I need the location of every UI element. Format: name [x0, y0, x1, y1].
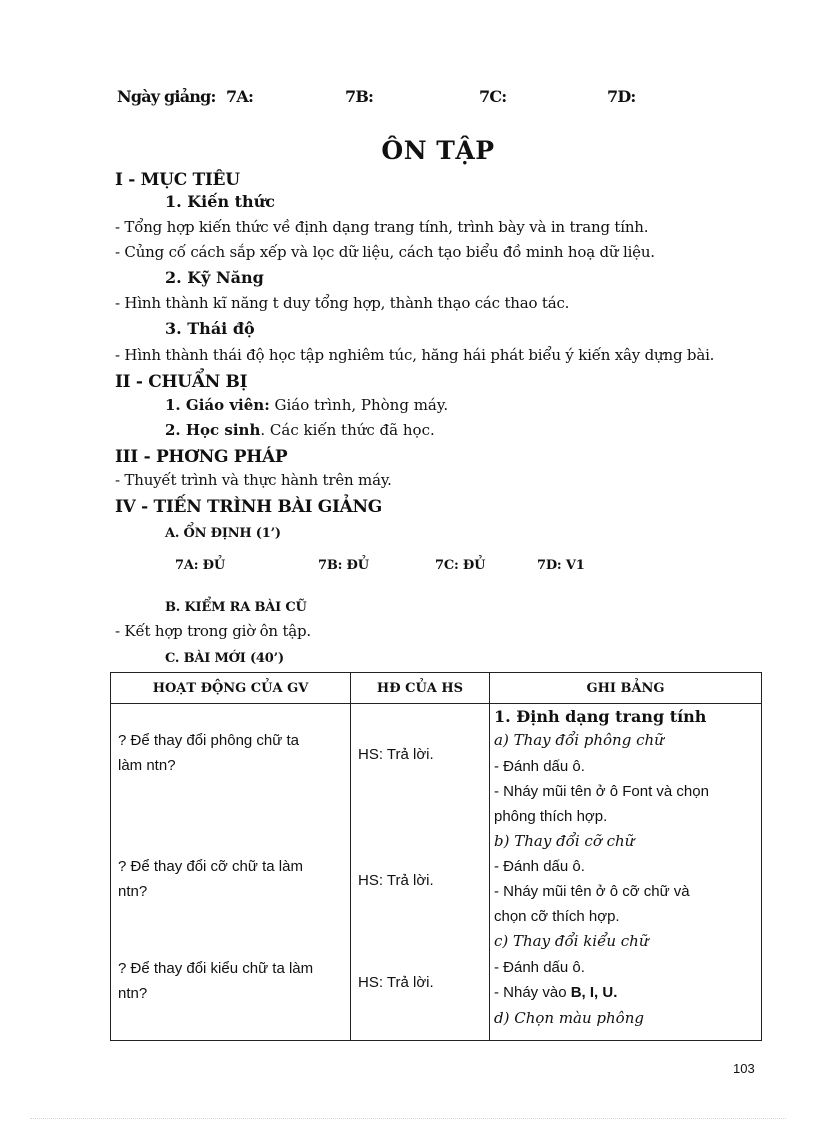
gv-question-2a: ? Để thay đổi cỡ chữ ta làm [118, 858, 303, 875]
gb-c-step-2-text: - Nháy vào [494, 984, 571, 1001]
class-7a-label: 7A: [226, 87, 254, 106]
class-7b-label: 7B: [345, 87, 374, 106]
teacher-prep [165, 396, 448, 414]
header-teacher-activity: HOẠT ĐỘNG CỦA GV [111, 673, 351, 704]
gv-question-1a: ? Để thay đổi phông chữ ta [118, 732, 299, 749]
student-text: . Các kiến thức đã học. [260, 421, 435, 439]
gv-question-3b: ntn? [118, 985, 148, 1002]
gb-sub-c: c) Thay đổi kiểu chữ [494, 932, 649, 950]
attendance-7b: 7B: ĐỦ [318, 558, 369, 573]
teacher-label: 1. Giáo viên: [165, 396, 270, 414]
skills-title: 2. Kỹ Năng [165, 268, 264, 287]
attitude-title: 3. Thái độ [165, 319, 255, 338]
student-activity-cell [351, 704, 490, 1041]
gv-question-3a: ? Để thay đổi kiểu chữ ta làm [118, 960, 314, 977]
method-line: - Thuyết trình và thực hành trên máy. [115, 471, 392, 489]
stabilize-title: A. ỔN ĐỊNH (1’) [165, 526, 281, 541]
date-label: Ngày giảng: [117, 87, 216, 106]
review-title: B. KIỂM RA BÀI CŨ [165, 600, 307, 615]
section-2-heading: II - CHUẨN BỊ [115, 372, 248, 392]
gb-b-step-2: - Nháy mũi tên ở ô cỡ chữ và [494, 883, 690, 900]
header-student-activity: HĐ CỦA HS [351, 673, 490, 704]
knowledge-title: 1. Kiến thức [165, 192, 276, 211]
gb-sub-a: a) Thay đổi phông chữ [494, 731, 664, 749]
new-lesson-title: C. BÀI MỚI (40’) [165, 651, 284, 666]
skills-line-1: - Hình thành kĩ năng t duy tổng hợp, thành thạo các thao tác. [115, 294, 570, 312]
gb-a-step-1: - Đánh dấu ô. [494, 758, 585, 775]
page-title: ÔN TẬP [381, 136, 495, 165]
gb-a-step-2: - Nháy mũi tên ở ô Font và chọn [494, 783, 709, 800]
gb-b-step-1: - Đánh dấu ô. [494, 858, 585, 875]
table-row [111, 704, 762, 1041]
class-7d-label: 7D: [607, 87, 636, 106]
attendance-7d: 7D: V1 [537, 558, 585, 573]
bold-italic-underline-keys: B, I, U. [570, 984, 618, 1001]
gv-question-2b: ntn? [118, 883, 148, 900]
attendance-7c: 7C: ĐỦ [435, 558, 486, 573]
section-4-heading: IV - TIẾN TRÌNH BÀI GIẢNG [115, 497, 382, 517]
hs-answer-3: HS: Trả lời. [358, 974, 434, 991]
gb-sub-b: b) Thay đổi cỡ chữ [494, 832, 635, 850]
teacher-text: Giáo trình, Phòng máy. [269, 396, 449, 414]
gb-sub-d: d) Chọn màu phông [494, 1009, 644, 1027]
header-board-notes: GHI BẢNG [490, 673, 762, 704]
review-text: - Kết hợp trong giờ ôn tập. [115, 622, 311, 640]
attendance-7a: 7A: ĐỦ [175, 558, 225, 573]
lesson-table [110, 672, 762, 1041]
attitude-line-1: - Hình thành thái độ học tập nghiêm túc, hăng hái phát biểu ý kiến xây dựng bài. [115, 346, 715, 364]
student-prep [165, 421, 435, 439]
gb-b-step-2b: chọn cỡ thích hợp. [494, 908, 620, 925]
gv-question-1b: làm ntn? [118, 757, 176, 774]
gb-a-step-2b: phông thích hợp. [494, 808, 608, 825]
board-notes-cell [490, 704, 762, 1041]
section-1-heading: I - MỤC TIÊU [115, 170, 240, 190]
knowledge-line-1: - Tổng hợp kiến thức về định dạng trang tính, trình bày và in trang tính. [115, 218, 649, 236]
gb-c-step-1: - Đánh dấu ô. [494, 959, 585, 976]
page-number: 103 [733, 1061, 755, 1076]
page-bottom-divider [30, 1118, 786, 1119]
teacher-activity-cell [111, 704, 351, 1041]
hs-answer-2: HS: Trả lời. [358, 872, 434, 889]
hs-answer-1: HS: Trả lời. [358, 746, 434, 763]
gb-heading: 1. Định dạng trang tính [494, 707, 707, 726]
knowledge-line-2: - Củng cố cách sắp xếp và lọc dữ liệu, cách tạo biểu đồ minh hoạ dữ liệu. [115, 243, 655, 261]
student-label: 2. Học sinh [165, 421, 261, 439]
class-7c-label: 7C: [479, 87, 507, 106]
section-3-heading: III - PHƠNG PHÁP [115, 447, 288, 467]
table-header-row [111, 673, 762, 704]
gb-c-step-2 [494, 980, 617, 1005]
